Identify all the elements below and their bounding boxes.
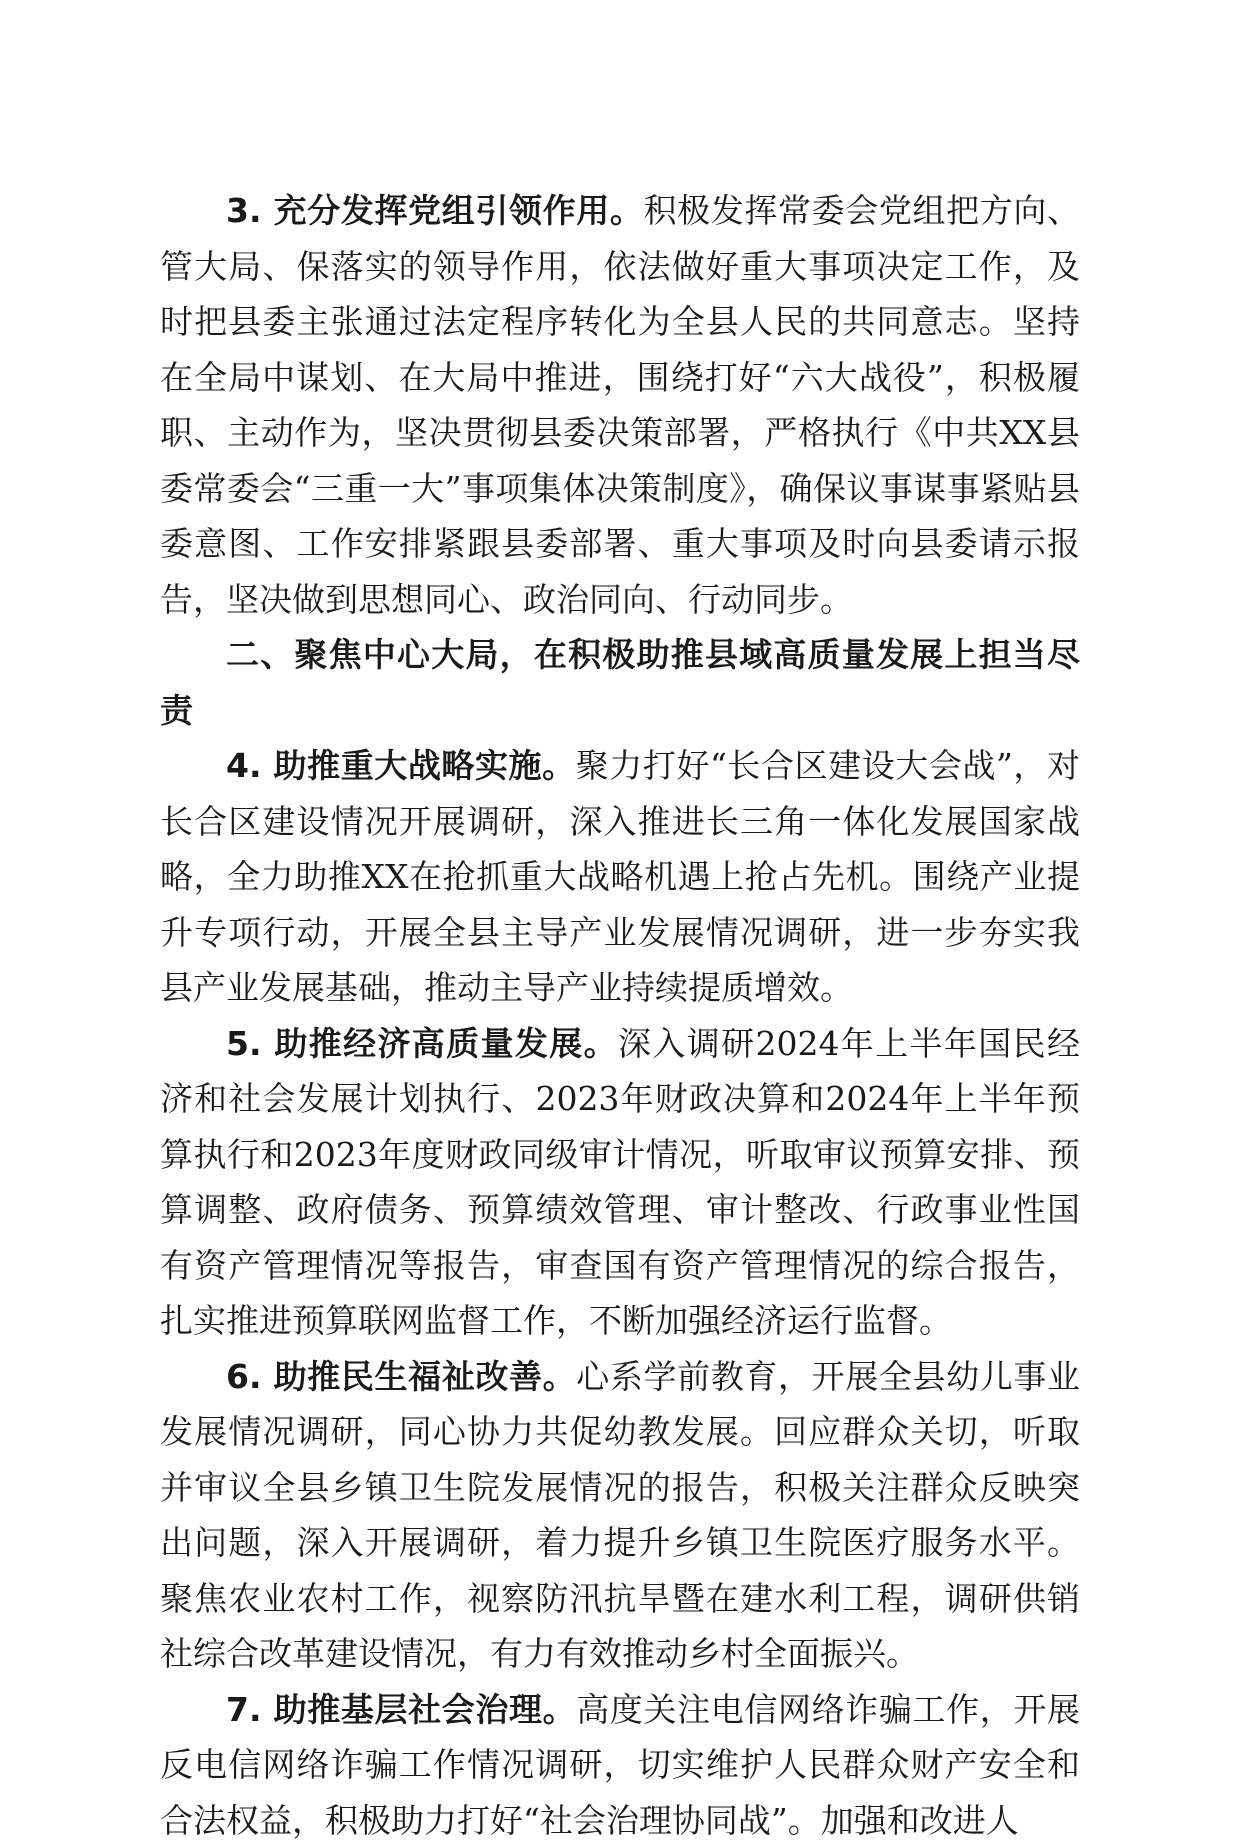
paragraph-4 [160, 738, 1080, 1016]
paragraph-body: 聚力打好“长合区建设大会战”，对长合区建设情况开展调研，深入推进长三角一体化发展国家战略，全力助推XX在抢抓重大战略机遇上抢占先机。围绕产业提升专项行动，开展全县主导产业发展情况调研，进一步夯实我县产业发展基础，推动主导产业持续提质增效。 [160, 746, 1080, 1007]
paragraph-3 [160, 183, 1080, 627]
paragraph-5 [160, 1016, 1080, 1349]
paragraph-lead: 4. 助推重大战略实施。 [226, 746, 576, 785]
paragraph-6 [160, 1349, 1080, 1682]
paragraph-body: 心系学前教育，开展全县幼儿事业发展情况调研，同心协力共促幼教发展。回应群众关切，听取并审议全县乡镇卫生院发展情况的报告，积极关注群众反映突出问题，深入开展调研，着力提升乡镇卫生院医疗服务水平。聚焦农业农村工作，视察防汛抗旱暨在建水利工程，调研供销社综合改革建设情况，有力有效推动乡村全面振兴。 [160, 1357, 1080, 1674]
paragraph-lead: 3. 充分发挥党组引领作用。 [226, 191, 644, 230]
paragraph-lead: 6. 助推民生福祉改善。 [226, 1357, 576, 1396]
paragraph-body: 深入调研2024年上半年国民经济和社会发展计划执行、2023年财政决算和2024年上半年预算执行和2023年度财政同级审计情况，听取审议预算安排、预算调整、政府债务、预算绩效管理、审计整改、行政事业性国有资产管理情况等报告，审查国有资产管理情况的综合报告，扎实推进预算联网监督工作，不断加强经济运行监督。 [160, 1024, 1080, 1341]
paragraph-7 [160, 1682, 1080, 1848]
document-page [160, 183, 1080, 1848]
paragraph-body: 积极发挥常委会党组把方向、管大局、保落实的领导作用，依法做好重大事项决定工作，及时把县委主张通过法定程序转化为全县人民的共同意志。坚持在全局中谋划、在大局中推进，围绕打好“六大战役”，积极履职、主动作为，坚决贯彻县委决策部署，严格执行《中共XX县委常委会“三重一大”事项集体决策制度》，确保议事谋事紧贴县委意图、工作安排紧跟县委部署、重大事项及时向县委请示报告，坚决做到思想同心、政治同向、行动同步。 [160, 191, 1080, 619]
paragraph-lead: 7. 助推基层社会治理。 [226, 1690, 576, 1729]
paragraph-lead: 5. 助推经济高质量发展。 [226, 1024, 618, 1063]
paragraph-body: 高度关注电信网络诈骗工作，开展反电信网络诈骗工作情况调研，切实维护人民群众财产安全和合法权益，积极助力打好“社会治理协同战”。加强和改进人 [160, 1690, 1080, 1840]
section-heading: 二、聚焦中心大局，在积极助推县域高质量发展上担当尽责 [160, 627, 1080, 738]
